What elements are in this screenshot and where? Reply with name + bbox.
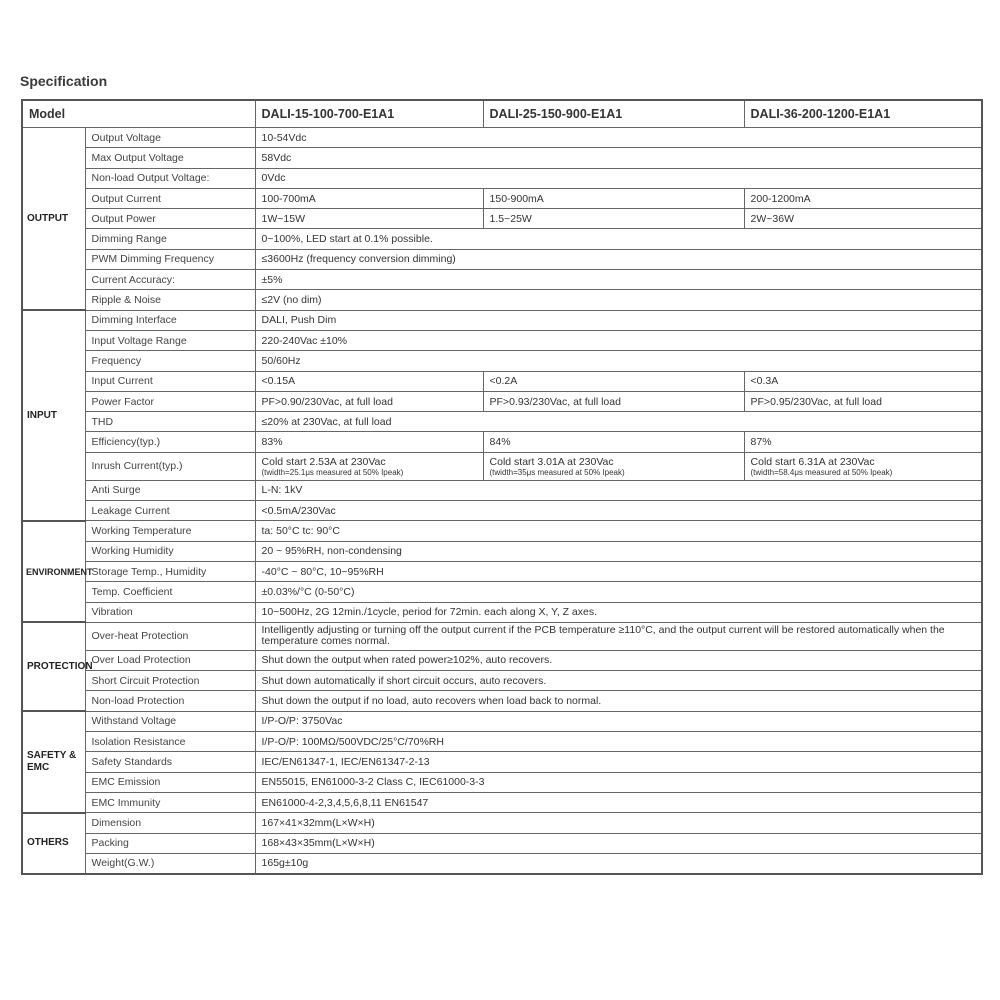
table-row	[22, 772, 982, 792]
parameter-label: Dimming Range	[85, 229, 255, 249]
table-row	[22, 290, 982, 310]
parameter-value: 87%	[744, 432, 982, 452]
table-row	[22, 209, 982, 229]
parameter-value: <0.15A	[255, 371, 483, 391]
category-label: PROTECTION	[22, 622, 85, 711]
table-row	[22, 622, 982, 650]
table-row	[22, 128, 982, 148]
parameter-value: Shut down automatically if short circuit occurs, auto recovers.	[255, 671, 982, 691]
table-row	[22, 711, 982, 731]
parameter-value-main: Cold start 6.31A at 230Vac	[750, 455, 875, 468]
table-row	[22, 229, 982, 249]
parameter-value: ≤2V (no dim)	[255, 290, 982, 310]
parameter-value: EN61000-4-2,3,4,5,6,8,11 EN61547	[255, 792, 982, 812]
table-row	[22, 188, 982, 208]
parameter-value: DALI, Push Dim	[255, 310, 982, 330]
table-row	[22, 501, 982, 521]
parameter-value: 10~500Hz, 2G 12min./1cycle, period for 72min. each along X, Y, Z axes.	[255, 602, 982, 622]
table-row	[22, 480, 982, 500]
category-label: SAFETY & EMC	[22, 711, 85, 812]
parameter-value: 168×43×35mm(L×W×H)	[255, 833, 982, 853]
parameter-value: 10-54Vdc	[255, 128, 982, 148]
parameter-value: <0.2A	[483, 371, 744, 391]
specification-table	[21, 99, 983, 875]
category-label: ENVIRONMENT	[22, 521, 85, 622]
model-column-header: DALI-25-150-900-E1A1	[483, 100, 744, 128]
parameter-label: Output Power	[85, 209, 255, 229]
table-row	[22, 249, 982, 269]
parameter-label: Output Voltage	[85, 128, 255, 148]
table-row	[22, 452, 982, 480]
parameter-value: L-N: 1kV	[255, 480, 982, 500]
parameter-value: 58Vdc	[255, 148, 982, 168]
parameter-label: Non-load Protection	[85, 691, 255, 711]
parameter-value: 100-700mA	[255, 188, 483, 208]
parameter-value: EN55015, EN61000-3-2 Class C, IEC61000-3-3	[255, 772, 982, 792]
parameter-value: 165g±10g	[255, 853, 982, 874]
parameter-label: Input Current	[85, 371, 255, 391]
table-row	[22, 310, 982, 330]
parameter-value: 0~100%, LED start at 0.1% possible.	[255, 229, 982, 249]
table-row	[22, 270, 982, 290]
parameter-label: Dimension	[85, 813, 255, 833]
parameter-value: ≤3600Hz (frequency conversion dimming)	[255, 249, 982, 269]
parameter-value: ±5%	[255, 270, 982, 290]
table-row	[22, 691, 982, 711]
parameter-label: Temp. Coefficient	[85, 582, 255, 602]
parameter-value: 20 ~ 95%RH, non-condensing	[255, 541, 982, 561]
parameter-value-main: Cold start 2.53A at 230Vac	[261, 455, 386, 468]
parameter-value	[483, 452, 744, 480]
parameter-label: Efficiency(typ.)	[85, 432, 255, 452]
parameter-value: 220-240Vac ±10%	[255, 330, 982, 350]
category-label: INPUT	[22, 310, 85, 521]
table-row	[22, 371, 982, 391]
parameter-label: Working Humidity	[85, 541, 255, 561]
parameter-value: ta: 50°C tc: 90°C	[255, 521, 982, 541]
table-row	[22, 432, 982, 452]
parameter-value: 84%	[483, 432, 744, 452]
parameter-value	[744, 452, 982, 480]
parameter-value: 50/60Hz	[255, 351, 982, 371]
table-row	[22, 168, 982, 188]
table-row	[22, 671, 982, 691]
parameter-value: <0.5mA/230Vac	[255, 501, 982, 521]
table-row	[22, 602, 982, 622]
parameter-value: 1W~15W	[255, 209, 483, 229]
parameter-value-note: (twidth=25.1μs measured at 50% Ipeak)	[261, 467, 404, 477]
parameter-value: PF>0.93/230Vac, at full load	[483, 391, 744, 411]
category-label: OTHERS	[22, 813, 85, 874]
parameter-value: <0.3A	[744, 371, 982, 391]
table-row	[22, 833, 982, 853]
model-column-header: DALI-15-100-700-E1A1	[255, 100, 483, 128]
parameter-label: EMC Immunity	[85, 792, 255, 812]
parameter-value: IEC/EN61347-1, IEC/EN61347-2-13	[255, 752, 982, 772]
parameter-label: Weight(G.W.)	[85, 853, 255, 874]
parameter-value: 200-1200mA	[744, 188, 982, 208]
parameter-label: Max Output Voltage	[85, 148, 255, 168]
parameter-value: PF>0.90/230Vac, at full load	[255, 391, 483, 411]
parameter-label: THD	[85, 412, 255, 432]
parameter-label: Anti Surge	[85, 480, 255, 500]
parameter-value: -40°C ~ 80°C, 10~95%RH	[255, 561, 982, 581]
parameter-value: Intelligently adjusting or turning off the output current if the PCB temperature ≥110°C, and the output current will be restored automatically when the temperature comes normal.	[255, 622, 982, 650]
table-header-row	[22, 100, 982, 128]
page-title: Specification	[20, 73, 108, 89]
category-label: OUTPUT	[22, 128, 85, 311]
model-header: Model	[22, 100, 255, 128]
parameter-value: PF>0.95/230Vac, at full load	[744, 391, 982, 411]
parameter-value: 1.5~25W	[483, 209, 744, 229]
parameter-label: Short Circuit Protection	[85, 671, 255, 691]
table-row	[22, 853, 982, 874]
parameter-value: 2W~36W	[744, 209, 982, 229]
parameter-label: Current Accuracy:	[85, 270, 255, 290]
table-row	[22, 541, 982, 561]
parameter-label: Output Current	[85, 188, 255, 208]
parameter-value: I/P-O/P: 3750Vac	[255, 711, 982, 731]
parameter-label: Ripple & Noise	[85, 290, 255, 310]
table-row	[22, 561, 982, 581]
table-row	[22, 792, 982, 812]
parameter-value-note: (twidth=58.4μs measured at 50% Ipeak)	[750, 467, 893, 477]
parameter-label: Storage Temp., Humidity	[85, 561, 255, 581]
table-row	[22, 650, 982, 670]
table-row	[22, 521, 982, 541]
parameter-value: Shut down the output if no load, auto recovers when load back to normal.	[255, 691, 982, 711]
parameter-label: Working Temperature	[85, 521, 255, 541]
parameter-value: 150-900mA	[483, 188, 744, 208]
parameter-label: Packing	[85, 833, 255, 853]
table-row	[22, 752, 982, 772]
table-row	[22, 813, 982, 833]
model-column-header: DALI-36-200-1200-E1A1	[744, 100, 982, 128]
parameter-value-note: (twidth=35μs measured at 50% Ipeak)	[489, 467, 625, 477]
parameter-label: Withstand Voltage	[85, 711, 255, 731]
parameter-label: Non-load Output Voltage:	[85, 168, 255, 188]
table-row	[22, 412, 982, 432]
parameter-label: Dimming Interface	[85, 310, 255, 330]
parameter-label: Input Voltage Range	[85, 330, 255, 350]
parameter-value: 167×41×32mm(L×W×H)	[255, 813, 982, 833]
parameter-value: Shut down the output when rated power≥102%, auto recovers.	[255, 650, 982, 670]
table-row	[22, 391, 982, 411]
table-row	[22, 148, 982, 168]
parameter-value: I/P-O/P: 100MΩ/500VDC/25°C/70%RH	[255, 732, 982, 752]
parameter-label: PWM Dimming Frequency	[85, 249, 255, 269]
parameter-label: Isolation Resistance	[85, 732, 255, 752]
table-row	[22, 351, 982, 371]
parameter-value: 0Vdc	[255, 168, 982, 188]
parameter-label: Frequency	[85, 351, 255, 371]
parameter-label: EMC Emission	[85, 772, 255, 792]
table-row	[22, 582, 982, 602]
parameter-value: ±0.03%/°C (0-50°C)	[255, 582, 982, 602]
parameter-value: 83%	[255, 432, 483, 452]
parameter-label: Over Load Protection	[85, 650, 255, 670]
table-row	[22, 330, 982, 350]
parameter-label: Vibration	[85, 602, 255, 622]
parameter-label: Power Factor	[85, 391, 255, 411]
table-row	[22, 732, 982, 752]
parameter-label: Safety Standards	[85, 752, 255, 772]
parameter-label: Inrush Current(typ.)	[85, 452, 255, 480]
parameter-value: ≤20% at 230Vac, at full load	[255, 412, 982, 432]
parameter-label: Leakage Current	[85, 501, 255, 521]
parameter-label: Over-heat Protection	[85, 622, 255, 650]
parameter-value	[255, 452, 483, 480]
parameter-value-main: Cold start 3.01A at 230Vac	[489, 455, 614, 468]
